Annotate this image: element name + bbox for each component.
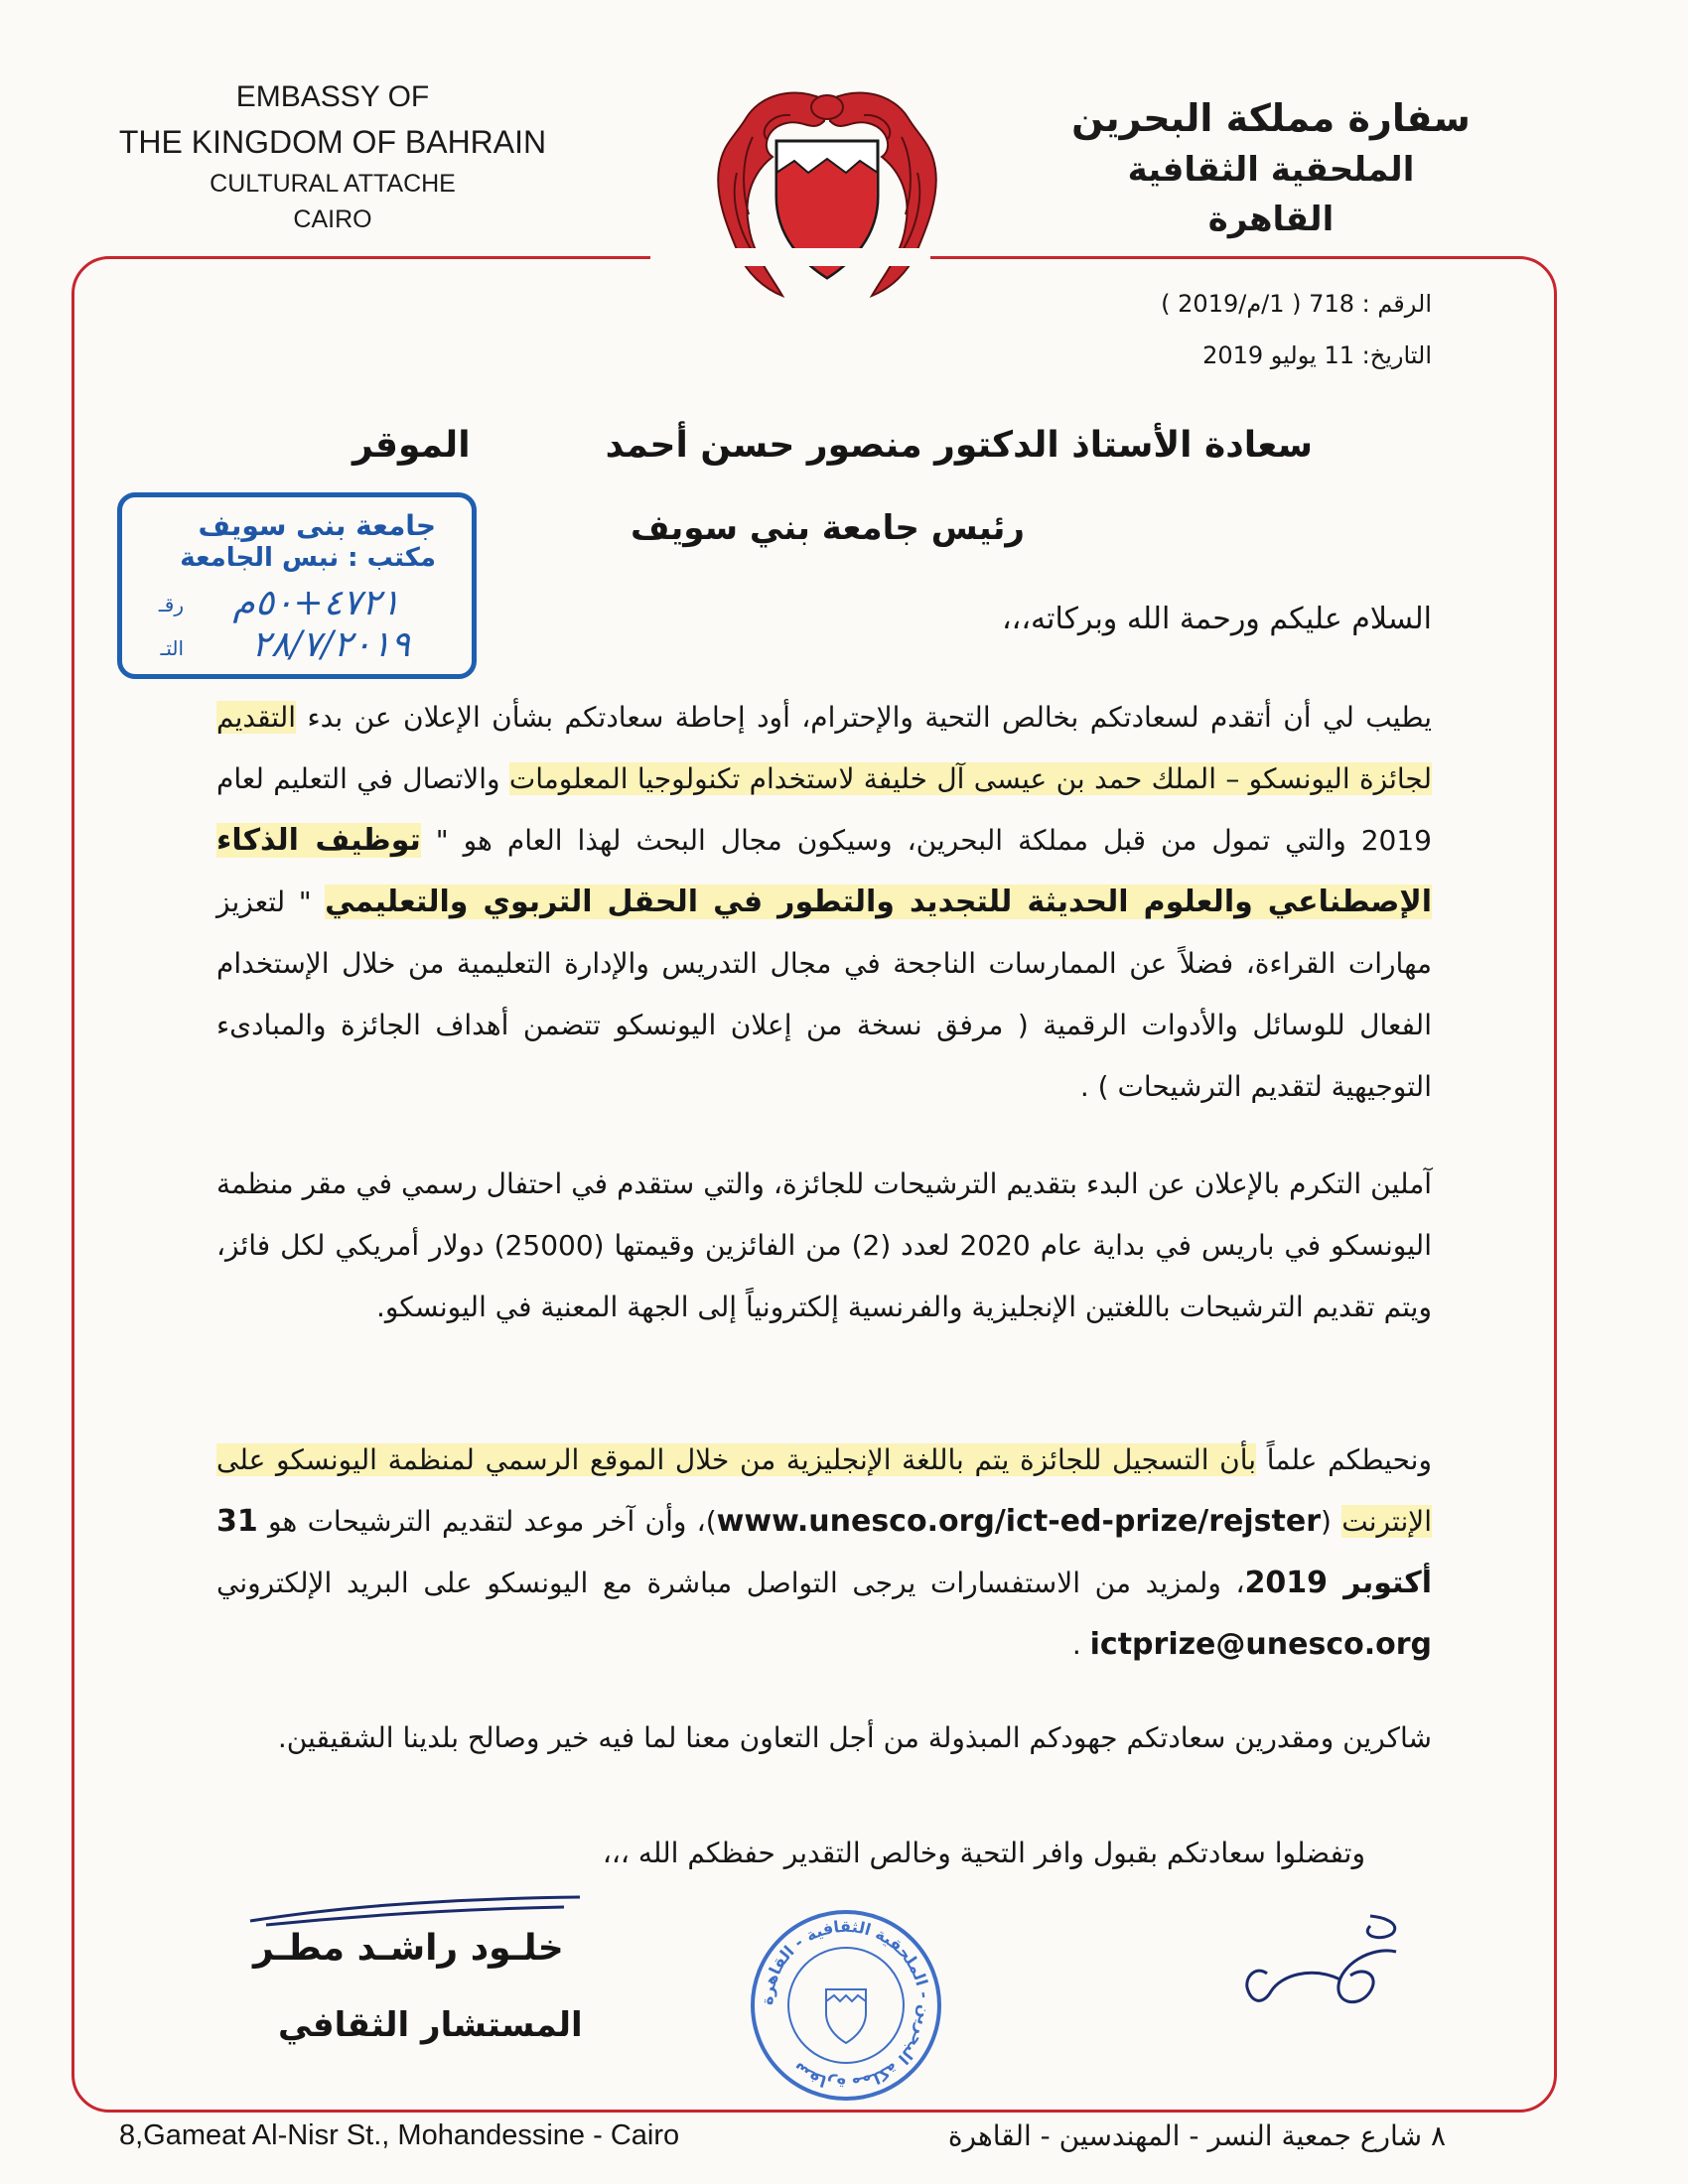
letter-date: التاريخ: 11 يوليو 2019 <box>1202 341 1432 369</box>
registration-url: www.unesco.org/ict-ed-prize/rejster <box>716 1504 1322 1539</box>
paragraph-2: آملين التكرم بالإعلان عن البدء بتقديم الترشيحات للجائزة، والتي ستقدم في احتفال رسمي في مقر منظمة اليونسكو في باريس في بداية عام 2020 لعدد (2) من الفائزين وقيمتها (25000) دولار أمريكي لكل فائز، ويتم تقديم الترشيحات باللغتين الإنجليزية والفرنسية إلكترونياً إلى الجهة المعنية في اليونسكو. <box>216 1167 1432 1323</box>
ar-header-line-1: سفارة مملكة البحرين <box>1071 96 1471 140</box>
handwritten-signature-icon <box>1221 1896 1420 2015</box>
stamp-university: جامعة بنى سويف <box>198 509 436 542</box>
p1-research-topic: توظيف الذكاء الإصطناعي والعلوم الحديثة للتجديد والتطور في الحقل التربوي والتعليمي <box>216 823 1432 919</box>
english-letterhead <box>84 75 581 236</box>
stamp-date-value: ٢٨/٧/٢٠١٩ <box>251 624 410 665</box>
addressee-honorific: الموقر <box>352 425 471 466</box>
p3-text-a: ونحيطكم علماً <box>1256 1443 1433 1476</box>
closing-line: وتفضلوا سعادتكم بقبول وافر التحية وخالص التقدير حفظكم الله ،،، <box>602 1837 1365 1869</box>
p3-text-b: ( <box>1321 1505 1342 1538</box>
ar-header-line-3: القاهرة <box>1207 200 1335 239</box>
p1-text-a: يطيب لي أن أتقدم لسعادتكم بخالص التحية والإحترام، أود إحاطة سعادتكم بشأن الإعلان عن بدء <box>296 701 1432 734</box>
received-stamp <box>117 492 477 679</box>
en-header-line-1: EMBASSY OF <box>235 80 430 113</box>
svg-text:سفارة مملكة البحرين - الملحقية <box>758 1917 934 2094</box>
stamp-date-label: التـ <box>160 636 184 660</box>
p1-text-b: والاتصال في التعليم لعام 2019 والتي تمول من قبل مملكة البحرين، وسيكون مجال البحث لهذا العام هو " <box>216 762 1432 857</box>
arabic-letterhead <box>1043 91 1499 244</box>
paragraph-4: شاكرين ومقدرين سعادتكم جهودكم المبذولة من أجل التعاون معنا لما فيه خير وصالح بلدينا الشقيقين. <box>277 1721 1432 1754</box>
en-header-line-4: CAIRO <box>293 205 372 233</box>
ar-header-line-2: الملحقية الثقافية <box>1127 150 1415 190</box>
p1-text-c: " لتعزيز مهارات القراءة، فضلاً عن الممارسات الناجحة في مجال التدريس والإدارة التعليمية من خلال الإستخدام الفعال للوسائل والأدوات الرقمية ( مرفق نسخة من إعلان اليونسكو تتضمن أهداف الجائزة والمبادىء التوجيهية لتقديم الترشيحات ) . <box>216 886 1432 1103</box>
p3-text-e: . <box>1071 1628 1090 1661</box>
embassy-seal-icon <box>747 1906 945 2105</box>
p3-text-d: ، ولمزيد من الاستفسارات يرجى التواصل مباشرة مع اليونسكو على البريد الإلكتروني <box>216 1567 1245 1599</box>
reference-number: الرقم : 718 ( 1/م/2019 ) <box>1161 290 1432 318</box>
en-header-line-3: CULTURAL ATTACHE <box>210 170 456 198</box>
addressee-title: رئيس جامعة بني سويف <box>631 508 1025 548</box>
en-header-line-2: THE KINGDOM OF BAHRAIN <box>118 124 547 160</box>
p3-highlight: بأن التسجيل للجائزة يتم باللغة الإنجليزية من خلال الموقع الرسمي لمنظمة اليونسكو على الإنترنت <box>216 1443 1432 1538</box>
signatory-title: المستشار الثقافي <box>278 2005 583 2045</box>
paragraph-3 <box>216 1430 1432 1676</box>
signature-flourish-icon <box>246 1891 584 1931</box>
contact-email: ictprize@unesco.org <box>1089 1627 1432 1662</box>
signatory-name: خلـود راشـد مطـر <box>253 1928 564 1969</box>
p3-text-c: )، وأن آخر موعد لتقديم الترشيحات هو <box>257 1505 717 1538</box>
seal-text: سفارة مملكة البحرين - الملحقية الثقافية - القاهرة <box>757 1916 935 2095</box>
footer-address-ar: ٨ شارع جمعية النسر - المهندسين - القاهرة <box>947 2119 1446 2152</box>
border-gap <box>650 248 930 266</box>
paragraph-1 <box>216 687 1432 1118</box>
addressee-name: سعادة الأستاذ الدكتور منصور حسن أحمد <box>605 425 1313 466</box>
p1-highlight: التقديم لجائزة اليونسكو – الملك حمد بن عيسى آل خليفة لاستخدام تكنولوجيا المعلومات <box>216 701 1432 795</box>
footer-address-en: 8,Gameat Al-Nisr St., Mohandessine - Cairo <box>119 2119 680 2151</box>
deadline-date: 31 أكتوبر 2019 <box>216 1504 1432 1600</box>
stamp-ref-label: رقـ <box>158 593 184 616</box>
greeting: السلام عليكم ورحمة الله وبركاته،،، <box>1001 602 1432 636</box>
stamp-office: مكتب : نبس الجامعة <box>180 543 436 573</box>
stamp-ref-value: ٤٧٢١+٥٠م <box>232 583 400 623</box>
